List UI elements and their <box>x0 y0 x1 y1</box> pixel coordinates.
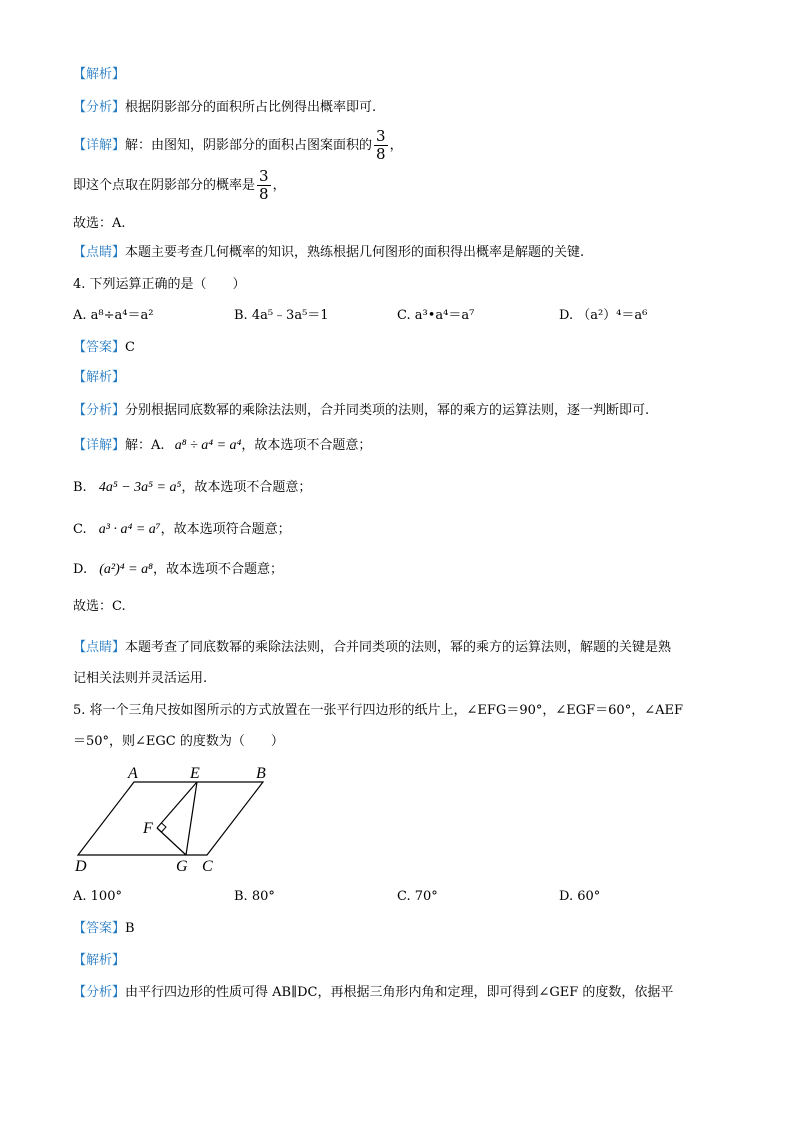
comment-text: 本题考查了同底数幂的乘除法法则，合并同类项的法则，幂的乘方的运算法则，解题的关键是熟 <box>125 640 672 655</box>
math-expr-a: a⁸ ÷ a⁴ = a⁴ <box>174 438 242 453</box>
solution-text: 解：由图知，阴影部分的面积占图案面积的 <box>125 138 373 153</box>
solution-line-2 <box>73 437 371 455</box>
question-4: 4. 下列运算正确的是（ ） <box>73 277 246 292</box>
comma: ， <box>272 178 286 193</box>
answer-tag: 【答案】 <box>73 921 126 936</box>
comment-line-2b: 记相关法则并灵活运用. <box>73 671 208 686</box>
answer-4 <box>73 339 135 357</box>
analysis-tag: 【分析】 <box>73 985 126 1000</box>
math-expr-d: (a²)⁴ = a⁸ <box>99 562 153 577</box>
analysis-line-2 <box>73 402 649 420</box>
detail-b-label: B. <box>73 480 87 495</box>
detail-c-line <box>73 521 291 539</box>
label-f: F <box>143 820 153 837</box>
detail-d-text: ，故本选项不合题意； <box>152 562 283 577</box>
solution-tag: 【详解】 <box>73 138 126 153</box>
analysis-tag: 【分析】 <box>73 100 126 115</box>
q4-option-c: C. a³•a⁴＝a⁷ <box>397 308 475 323</box>
comment-text: 本题主要考查几何概率的知识，熟练根据几何图形的面积得出概率是解题的关键. <box>125 245 585 260</box>
comment-line-1 <box>73 244 584 262</box>
q4-option-d: D. （a²）⁴＝a⁶ <box>559 308 648 323</box>
label-e: E <box>190 765 200 782</box>
parallelogram-abcd <box>78 782 263 855</box>
math-expr-c: a³ · a⁴ = a⁷ <box>98 522 161 537</box>
jiexi-tag-3: 【解析】 <box>73 953 126 968</box>
comment-tag: 【点睛】 <box>73 640 126 655</box>
label-d: D <box>75 858 87 874</box>
detail-d-line <box>73 561 283 579</box>
detail-b-text: ，故本选项不合题意； <box>181 480 312 495</box>
analysis-tag: 【分析】 <box>73 403 126 418</box>
detail-b-line <box>73 479 311 497</box>
question-5-line-1: 5. 将一个三角尺按如图所示的方式放置在一张平行四边形的纸片上，∠EFG＝90°，∠EGF＝60°，∠AEF <box>73 703 683 718</box>
q4-option-a: A. a⁸÷a⁴＝a² <box>73 308 154 323</box>
solution-tag: 【详解】 <box>73 438 126 453</box>
q5-option-d: D. 60° <box>559 889 601 904</box>
detail-c-text: ，故本选项符合题意； <box>160 522 291 537</box>
comment-tag: 【点睛】 <box>73 245 126 260</box>
fraction-3-8: $\frac{3}{8}$ <box>376 127 386 163</box>
analysis-text: 根据阴影部分的面积所占比例得出概率即可. <box>125 100 377 115</box>
solution-line-1 <box>73 126 403 166</box>
q4-option-b: B. 4a⁵﹣3a⁵＝1 <box>234 308 329 323</box>
answer-tag: 【答案】 <box>73 340 126 355</box>
comma: ， <box>389 138 403 153</box>
comment-line-2 <box>73 639 671 657</box>
label-a: A <box>128 765 138 782</box>
analysis-line-1 <box>73 99 376 117</box>
label-b: B <box>256 765 266 782</box>
answer-value: C <box>125 340 135 355</box>
probability-text: 即这个点取在阴影部分的概率是 <box>73 178 256 193</box>
analysis-text: 分别根据同底数幂的乘除法法则，合并同类项的法则，幂的乘方的运算法则，逐一判断即可. <box>125 403 650 418</box>
right-angle-marker <box>157 823 166 832</box>
fraction-3-8-b: $\frac{3}{8}$ <box>259 167 269 203</box>
label-g: G <box>176 858 188 874</box>
choose-line-1: 故选：A. <box>73 216 126 231</box>
probability-line <box>73 166 286 206</box>
answer-value: B <box>125 921 135 936</box>
question-5-line-2: ＝50°，则∠EGC 的度数为（ ） <box>73 734 284 749</box>
q5-option-a: A. 100° <box>73 889 122 904</box>
q5-option-b: B. 80° <box>234 889 275 904</box>
solution-text: 解：A. <box>125 438 165 453</box>
answer-5 <box>73 920 135 938</box>
label-c: C <box>202 858 213 874</box>
detail-a-text: ，故本选项不合题意； <box>241 438 372 453</box>
parallelogram-figure <box>70 762 290 874</box>
detail-d-label: D. <box>73 562 88 577</box>
choose-line-2: 故选：C. <box>73 599 126 614</box>
jiexi-tag-1: 【解析】 <box>73 67 126 82</box>
jiexi-tag-2: 【解析】 <box>73 370 126 385</box>
analysis-line-3 <box>73 984 673 1002</box>
math-expr-b: 4a⁵ − 3a⁵ = a⁵ <box>98 480 182 495</box>
detail-c-label: C. <box>73 522 87 537</box>
analysis-text: 由平行四边形的性质可得 AB∥DC，再根据三角形内角和定理，即可得到∠GEF 的度数，依据平 <box>125 985 674 1000</box>
q5-option-c: C. 70° <box>397 889 438 904</box>
